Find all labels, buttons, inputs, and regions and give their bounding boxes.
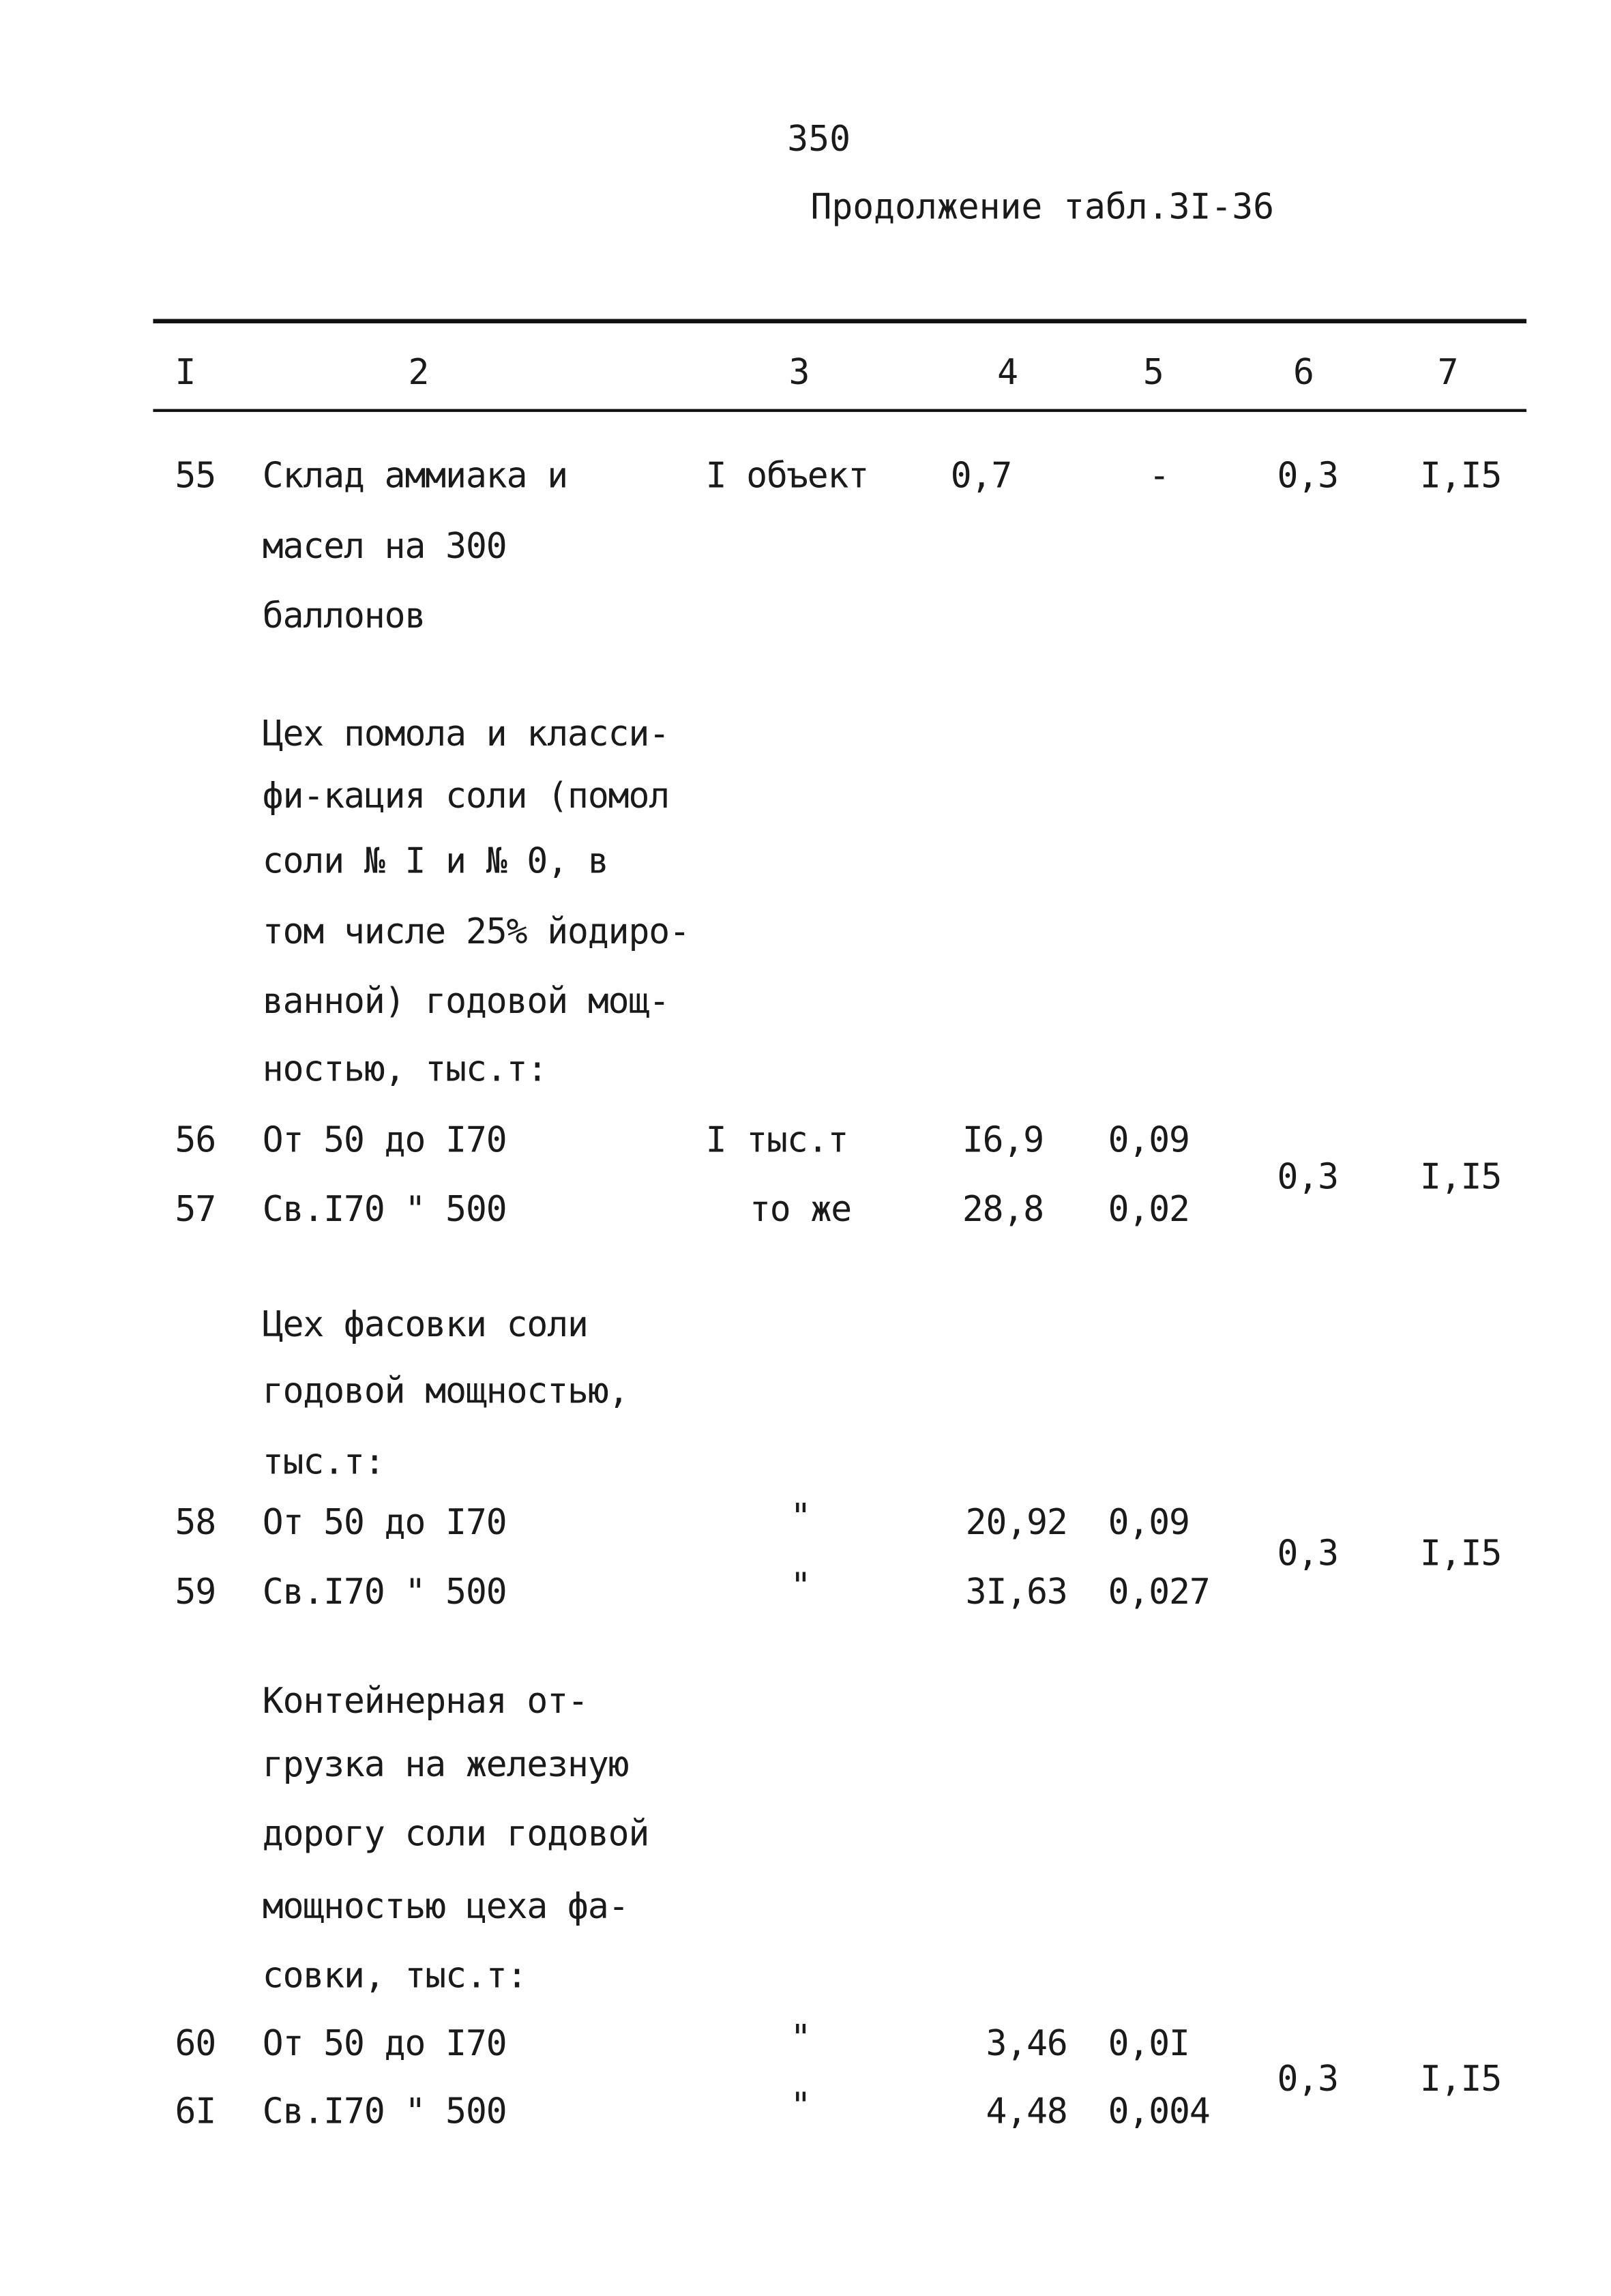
group-heading-line: совки, тыс.т: (262, 1954, 527, 1997)
col-header-7: 7 (1437, 351, 1458, 393)
group-heading-line: годовой мощностью, (262, 1370, 629, 1412)
group-heading-line: мощностью цеха фа- (262, 1885, 629, 1927)
row-unit: I объект (705, 454, 869, 497)
group-heading-line: ванной) годовой мощ- (262, 980, 670, 1022)
col-header-2: 2 (408, 351, 429, 393)
row-col5: 0,09 (1108, 1119, 1189, 1161)
col-header-5: 5 (1142, 351, 1164, 393)
row-col5: 0,09 (1108, 1501, 1189, 1544)
row-number: 59 (175, 1571, 216, 1613)
row-col7: I,I5 (1420, 454, 1502, 497)
page-number: 350 (787, 118, 851, 160)
row-name-line: Склад аммиака и (262, 454, 568, 497)
row-col5: - (1149, 454, 1170, 497)
row-col4: 28,8 (962, 1188, 1044, 1231)
group-heading-line: ностью, тыс.т: (262, 1048, 548, 1090)
row-name-line: баллонов (262, 595, 426, 636)
row-unit: то же (749, 1188, 852, 1231)
table-top-rule (153, 319, 1526, 323)
shared-col7: I,I5 (1420, 1156, 1502, 1198)
group-heading-line: фи-кация соли (помол (262, 775, 670, 817)
row-col6: 0,3 (1277, 454, 1339, 497)
row-col4: 0,7 (950, 454, 1012, 497)
row-unit: I тыс.т (705, 1119, 848, 1161)
shared-col7: I,I5 (1420, 1532, 1502, 1574)
row-unit: " (790, 1565, 811, 1607)
col-header-1: I (175, 351, 196, 393)
row-col5: 0,02 (1108, 1188, 1189, 1231)
group-heading-line: Цех помола и класси- (262, 713, 670, 755)
row-name: Св.I70 " 500 (262, 2091, 507, 2132)
row-col4: 3,46 (986, 2022, 1067, 2065)
group-heading-line: дорогу соли годовой (262, 1813, 649, 1855)
row-number: 56 (175, 1119, 216, 1161)
group-heading-line: тыс.т: (262, 1441, 385, 1483)
group-heading-line: Цех фасовки соли (262, 1304, 588, 1345)
row-col4: I6,9 (962, 1119, 1044, 1161)
group-heading-line: грузка на железную (262, 1743, 629, 1786)
shared-col6: 0,3 (1277, 1532, 1339, 1574)
group-heading-line: том числе 25% йодиро- (262, 911, 690, 953)
row-name: От 50 до I70 (262, 1119, 507, 1161)
row-col4: 4,48 (986, 2091, 1067, 2132)
row-unit: " (790, 2085, 811, 2127)
row-col4: 3I,63 (965, 1571, 1067, 1613)
row-col5: 0,027 (1108, 1571, 1210, 1613)
col-header-4: 4 (997, 351, 1018, 393)
row-unit: " (790, 2016, 811, 2059)
row-unit: " (790, 1495, 811, 1537)
row-name: Св.I70 " 500 (262, 1571, 507, 1613)
col-header-6: 6 (1293, 351, 1314, 393)
group-heading-line: соли № I и № 0, в (262, 840, 608, 882)
row-number: 57 (175, 1188, 216, 1231)
row-number: 60 (175, 2022, 216, 2065)
group-heading-line: Контейнерная от- (262, 1680, 588, 1722)
row-col4: 20,92 (965, 1501, 1067, 1544)
row-name-line: масел на 300 (262, 525, 507, 568)
shared-col7: I,I5 (1420, 2058, 1502, 2100)
row-name: От 50 до I70 (262, 1501, 507, 1544)
row-number: 6I (175, 2091, 216, 2132)
row-col5: 0,0I (1108, 2022, 1189, 2065)
row-number: 55 (175, 454, 216, 497)
row-name: От 50 до I70 (262, 2022, 507, 2065)
row-number: 58 (175, 1501, 216, 1544)
row-name: Св.I70 " 500 (262, 1188, 507, 1231)
shared-col6: 0,3 (1277, 2058, 1339, 2100)
shared-col6: 0,3 (1277, 1156, 1339, 1198)
table-caption: Продолжение табл.3I-36 (810, 186, 1275, 228)
row-col5: 0,004 (1108, 2091, 1210, 2132)
table-header-rule (153, 409, 1526, 412)
col-header-3: 3 (788, 351, 810, 393)
